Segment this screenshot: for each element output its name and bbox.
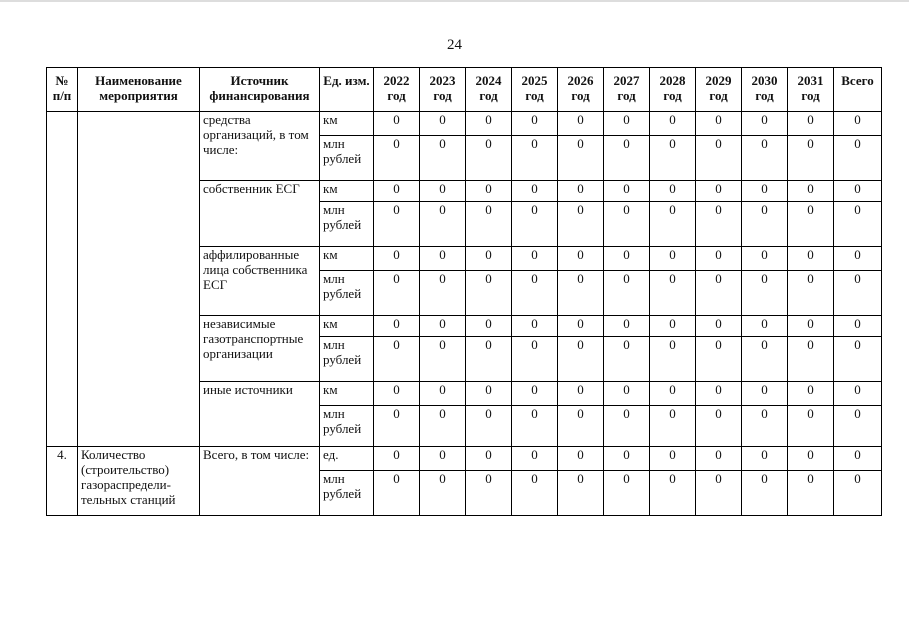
value-cell: 0 [604,316,650,337]
value-cell: 0 [696,181,742,202]
unit-cell: млн рублей [320,202,374,247]
value-cell: 0 [696,316,742,337]
value-cell: 0 [512,112,558,136]
total-cell: 0 [834,337,882,382]
value-cell: 0 [650,202,696,247]
value-cell: 0 [650,247,696,271]
total-cell: 0 [834,136,882,181]
financing-table [46,67,882,516]
value-cell: 0 [788,447,834,471]
unit-cell: млн рублей [320,271,374,316]
value-cell: 0 [466,316,512,337]
value-cell: 0 [374,136,420,181]
value-cell: 0 [696,471,742,516]
value-cell: 0 [374,112,420,136]
value-cell: 0 [466,447,512,471]
total-cell: 0 [834,316,882,337]
value-cell: 0 [742,181,788,202]
value-cell: 0 [374,247,420,271]
value-cell: 0 [512,247,558,271]
total-cell: 0 [834,447,882,471]
header-total: Всего [834,68,882,112]
value-cell: 0 [788,337,834,382]
unit-cell: млн рублей [320,406,374,447]
value-cell: 0 [466,406,512,447]
value-cell: 0 [742,271,788,316]
value-cell: 0 [604,406,650,447]
unit-cell: км [320,247,374,271]
value-cell: 0 [650,112,696,136]
source-cell: аффилированные лица собственника ЕСГ [200,247,320,316]
value-cell: 0 [696,112,742,136]
num-cell [47,112,78,447]
value-cell: 0 [558,471,604,516]
total-cell: 0 [834,382,882,406]
header-unit: Ед. изм. [320,68,374,112]
value-cell: 0 [374,181,420,202]
header-year: 2026 год [558,68,604,112]
name-cell [78,112,200,447]
header-year: 2022 год [374,68,420,112]
value-cell: 0 [420,447,466,471]
value-cell: 0 [742,471,788,516]
header-year: 2031 год [788,68,834,112]
value-cell: 0 [650,447,696,471]
header-year: 2028 год [650,68,696,112]
value-cell: 0 [420,382,466,406]
header-year: 2029 год [696,68,742,112]
total-cell: 0 [834,112,882,136]
value-cell: 0 [788,316,834,337]
source-cell: независимые газотранспортные организации [200,316,320,382]
value-cell: 0 [512,136,558,181]
source-cell: иные источники [200,382,320,447]
unit-cell: км [320,316,374,337]
page-edge [0,0,909,2]
total-cell: 0 [834,471,882,516]
value-cell: 0 [466,271,512,316]
value-cell: 0 [420,337,466,382]
total-cell: 0 [834,202,882,247]
value-cell: 0 [650,181,696,202]
value-cell: 0 [512,471,558,516]
table-row [47,447,882,471]
value-cell: 0 [512,271,558,316]
value-cell: 0 [650,406,696,447]
value-cell: 0 [420,471,466,516]
value-cell: 0 [420,247,466,271]
name-cell: Количество (строительство) газораспредели-тельных станций [78,447,200,516]
value-cell: 0 [696,136,742,181]
value-cell: 0 [466,337,512,382]
value-cell: 0 [558,112,604,136]
unit-cell: млн рублей [320,337,374,382]
header-year: 2030 год [742,68,788,112]
page-number: 24 [447,37,462,53]
value-cell: 0 [742,112,788,136]
value-cell: 0 [696,337,742,382]
value-cell: 0 [604,112,650,136]
value-cell: 0 [788,136,834,181]
value-cell: 0 [742,316,788,337]
value-cell: 0 [558,406,604,447]
value-cell: 0 [466,382,512,406]
value-cell: 0 [374,271,420,316]
value-cell: 0 [696,406,742,447]
header-year: 2023 год [420,68,466,112]
value-cell: 0 [466,136,512,181]
value-cell: 0 [788,202,834,247]
value-cell: 0 [650,337,696,382]
value-cell: 0 [466,202,512,247]
value-cell: 0 [604,447,650,471]
value-cell: 0 [512,447,558,471]
value-cell: 0 [604,382,650,406]
total-cell: 0 [834,181,882,202]
value-cell: 0 [420,181,466,202]
value-cell: 0 [512,316,558,337]
value-cell: 0 [742,337,788,382]
header-source: Источник финансирования [200,68,320,112]
value-cell: 0 [420,316,466,337]
value-cell: 0 [650,382,696,406]
value-cell: 0 [604,271,650,316]
value-cell: 0 [420,112,466,136]
value-cell: 0 [696,447,742,471]
header-name: Наименование мероприятия [78,68,200,112]
value-cell: 0 [696,202,742,247]
num-cell: 4. [47,447,78,516]
source-cell: средства организаций, в том числе: [200,112,320,181]
value-cell: 0 [558,382,604,406]
value-cell: 0 [788,406,834,447]
value-cell: 0 [374,447,420,471]
value-cell: 0 [742,247,788,271]
value-cell: 0 [558,271,604,316]
value-cell: 0 [558,181,604,202]
header-year: 2024 год [466,68,512,112]
unit-cell: ед. [320,447,374,471]
value-cell: 0 [650,316,696,337]
value-cell: 0 [420,406,466,447]
value-cell: 0 [558,202,604,247]
value-cell: 0 [420,271,466,316]
unit-cell: км [320,181,374,202]
value-cell: 0 [788,471,834,516]
value-cell: 0 [650,271,696,316]
value-cell: 0 [604,471,650,516]
value-cell: 0 [650,471,696,516]
value-cell: 0 [512,202,558,247]
value-cell: 0 [742,136,788,181]
value-cell: 0 [696,271,742,316]
value-cell: 0 [512,337,558,382]
table-row [47,112,882,136]
value-cell: 0 [466,112,512,136]
value-cell: 0 [558,447,604,471]
header-num: № п/п [47,68,78,112]
value-cell: 0 [650,136,696,181]
value-cell: 0 [374,406,420,447]
value-cell: 0 [788,181,834,202]
value-cell: 0 [374,202,420,247]
value-cell: 0 [788,247,834,271]
value-cell: 0 [696,382,742,406]
value-cell: 0 [558,316,604,337]
unit-cell: млн рублей [320,471,374,516]
value-cell: 0 [374,337,420,382]
header-year: 2025 год [512,68,558,112]
value-cell: 0 [742,382,788,406]
value-cell: 0 [558,247,604,271]
value-cell: 0 [604,247,650,271]
value-cell: 0 [512,406,558,447]
header-row [47,68,882,112]
value-cell: 0 [558,136,604,181]
value-cell: 0 [742,202,788,247]
value-cell: 0 [788,112,834,136]
unit-cell: млн рублей [320,136,374,181]
value-cell: 0 [512,382,558,406]
total-cell: 0 [834,247,882,271]
source-cell: Всего, в том числе: [200,447,320,516]
header-year: 2027 год [604,68,650,112]
value-cell: 0 [512,181,558,202]
value-cell: 0 [742,447,788,471]
value-cell: 0 [466,471,512,516]
value-cell: 0 [788,382,834,406]
value-cell: 0 [696,247,742,271]
unit-cell: км [320,112,374,136]
source-cell: собственник ЕСГ [200,181,320,247]
value-cell: 0 [558,337,604,382]
total-cell: 0 [834,271,882,316]
value-cell: 0 [742,406,788,447]
value-cell: 0 [604,136,650,181]
value-cell: 0 [604,181,650,202]
value-cell: 0 [466,181,512,202]
value-cell: 0 [788,271,834,316]
value-cell: 0 [374,471,420,516]
value-cell: 0 [374,382,420,406]
total-cell: 0 [834,406,882,447]
unit-cell: км [320,382,374,406]
value-cell: 0 [420,136,466,181]
value-cell: 0 [374,316,420,337]
value-cell: 0 [466,247,512,271]
value-cell: 0 [604,337,650,382]
value-cell: 0 [420,202,466,247]
value-cell: 0 [604,202,650,247]
